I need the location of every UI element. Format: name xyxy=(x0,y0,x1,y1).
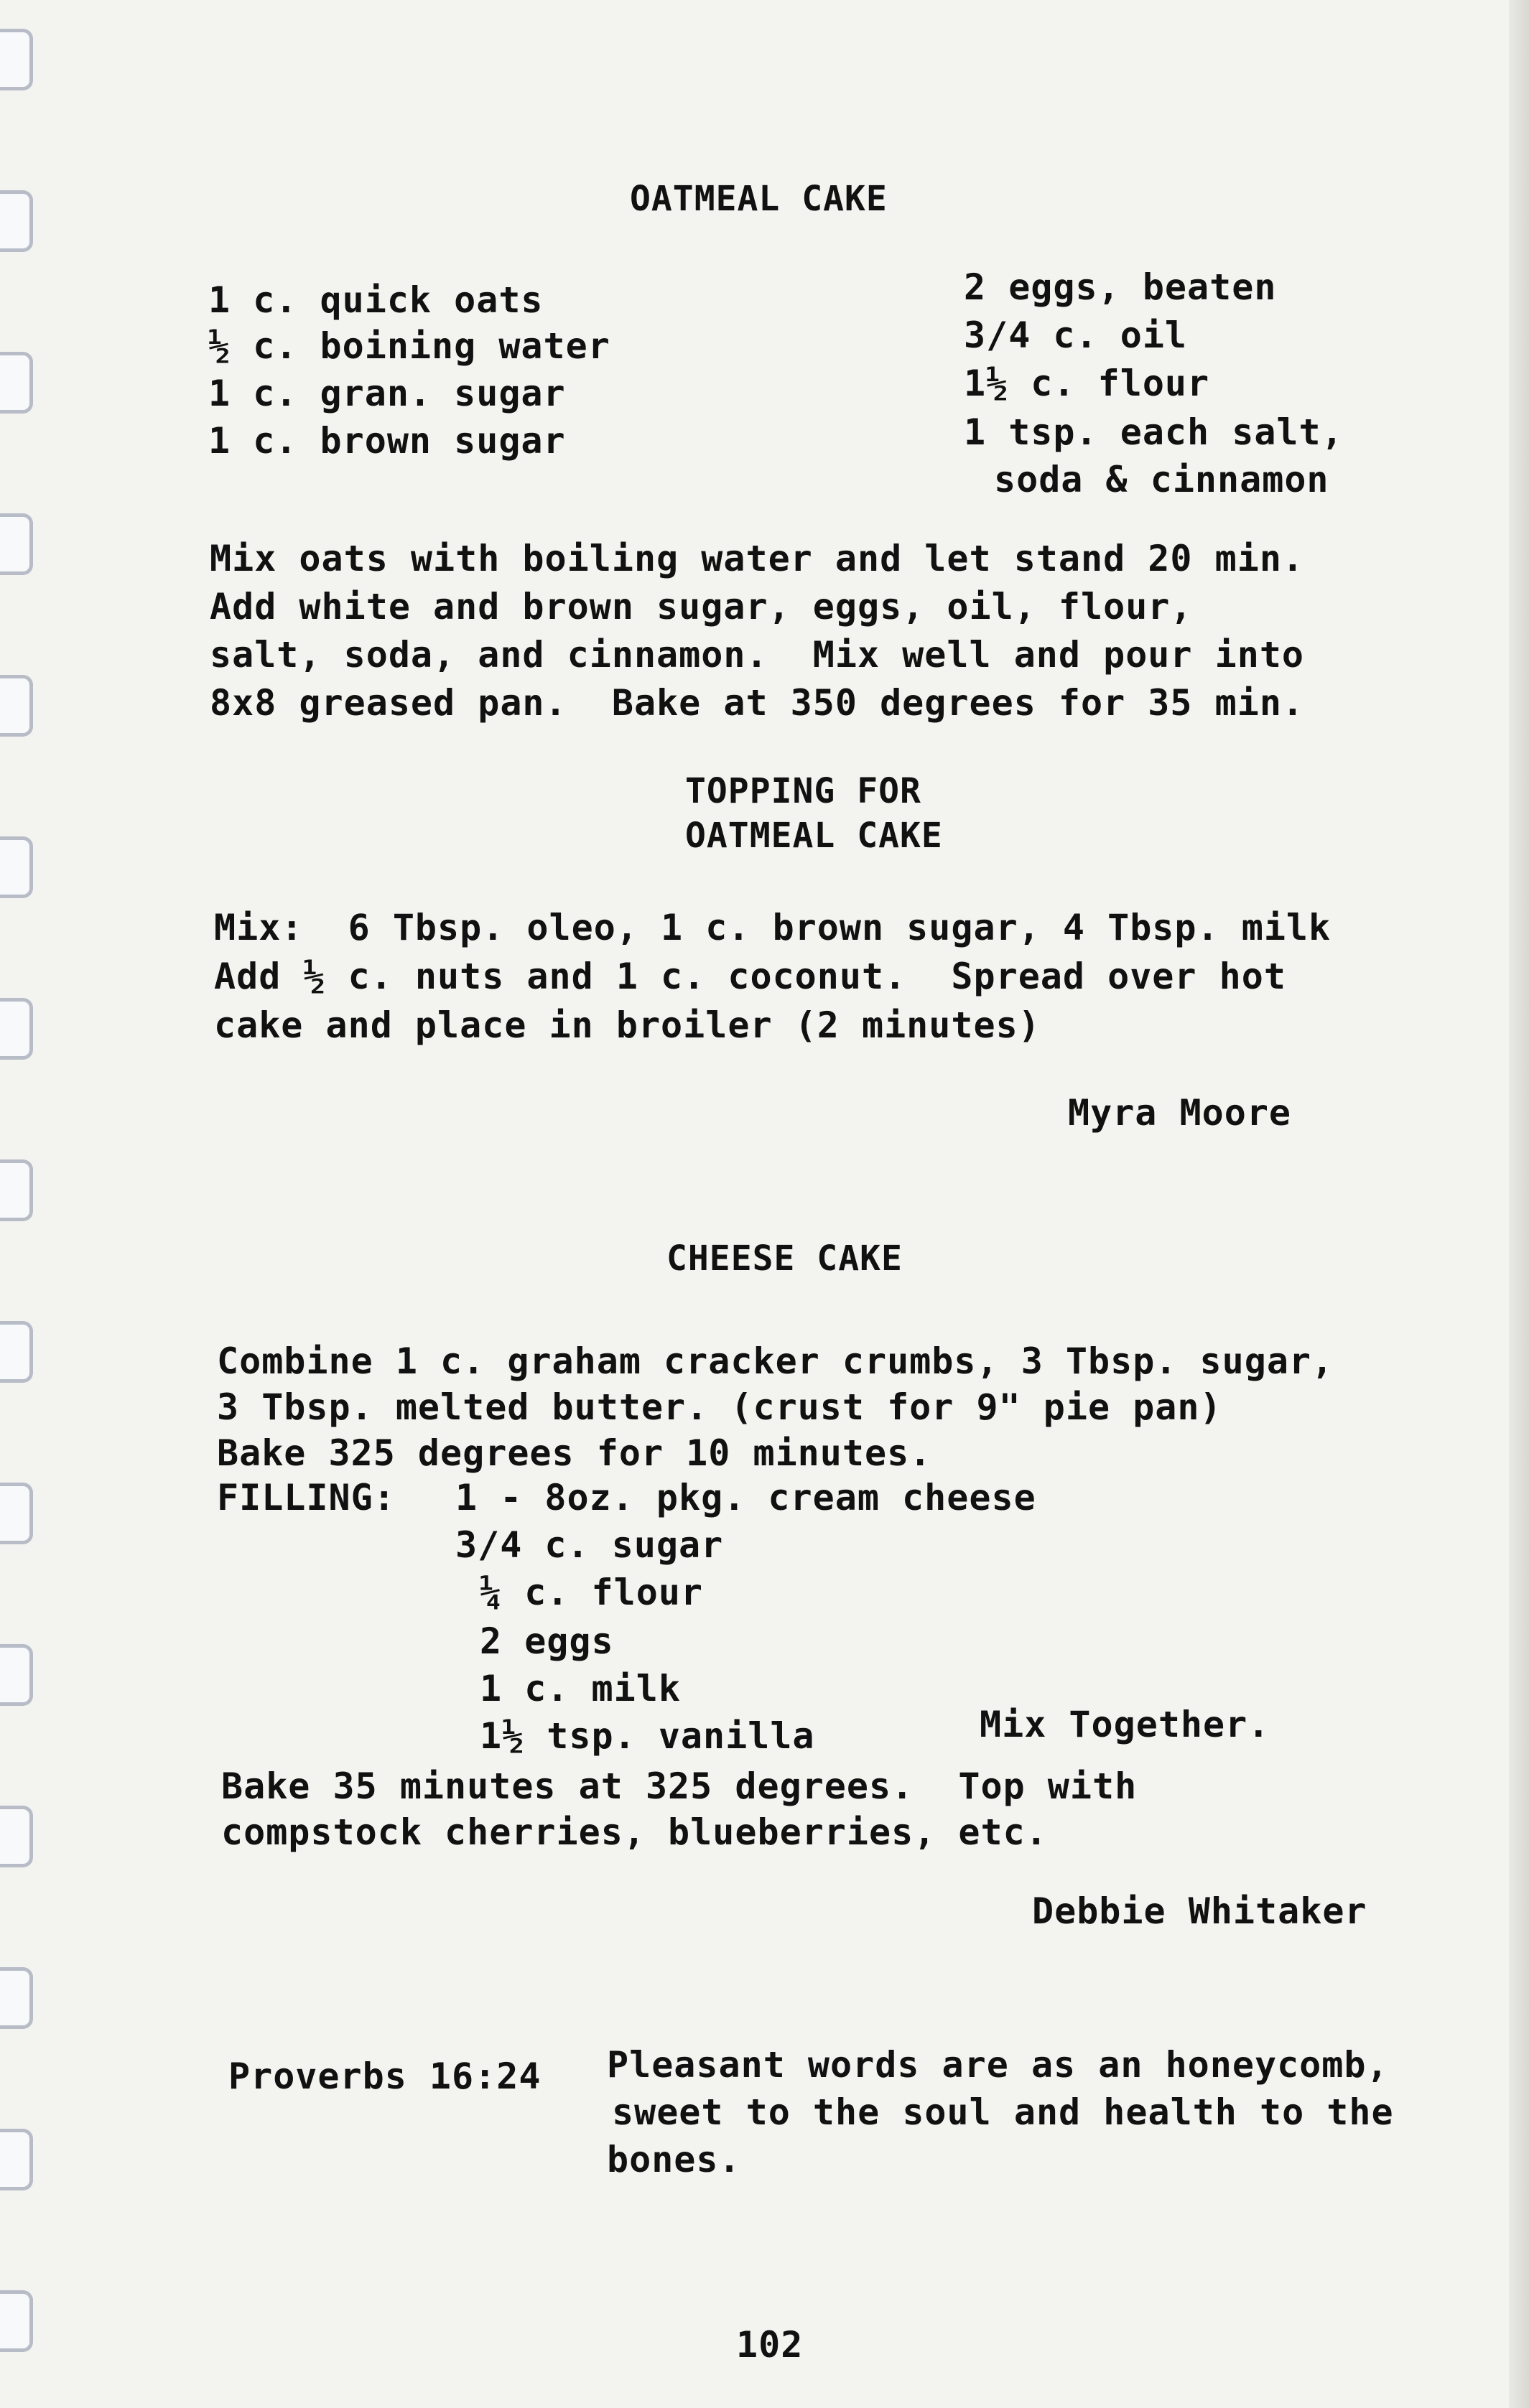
binding-ring xyxy=(0,513,33,575)
recipe-author: Myra Moore xyxy=(1068,1092,1292,1134)
binding-ring xyxy=(0,352,33,414)
quote-line: bones. xyxy=(607,2139,741,2180)
ingredient-item: 1 c. gran. sugar xyxy=(208,373,566,414)
ingredient-item: soda & cinnamon xyxy=(994,459,1329,500)
ingredient-item: 1 c. quick oats xyxy=(208,279,544,321)
binding-ring xyxy=(0,1967,33,2029)
ingredient-item: 1½ c. flour xyxy=(964,363,1210,404)
direction-line: Combine 1 c. graham cracker crumbs, 3 Tbsp. sugar, xyxy=(217,1340,1334,1382)
ingredient-item: ½ c. boining water xyxy=(208,325,610,367)
binding-ring xyxy=(0,1806,33,1867)
page-edge xyxy=(1509,0,1529,2408)
filling-item: 1½ tsp. vanilla xyxy=(480,1715,815,1757)
recipe-title: OATMEAL CAKE xyxy=(630,179,888,219)
filling-item: 3/4 c. sugar xyxy=(455,1524,724,1566)
direction-line: Add white and brown sugar, eggs, oil, flour, xyxy=(210,586,1193,627)
direction-line: 8x8 greased pan. Bake at 350 degrees for 35 min. xyxy=(210,682,1305,724)
binding-ring xyxy=(0,2290,33,2352)
filling-item: 1 - 8oz. pkg. cream cheese xyxy=(455,1477,1036,1518)
filling-item: ¼ c. flour xyxy=(480,1572,704,1613)
binding-ring xyxy=(0,1483,33,1544)
binding-ring xyxy=(0,2129,33,2190)
filling-note: Mix Together. xyxy=(980,1704,1270,1745)
ingredient-item: 1 tsp. each salt, xyxy=(964,411,1344,453)
filling-item: 1 c. milk xyxy=(480,1668,681,1709)
direction-line: 3 Tbsp. melted butter. (crust for 9" pie pan) xyxy=(217,1386,1222,1428)
spiral-binding xyxy=(0,0,50,2408)
binding-ring xyxy=(0,190,33,252)
direction-line: salt, soda, and cinnamon. Mix well and pour into xyxy=(210,634,1305,676)
recipe-author: Debbie Whitaker xyxy=(1032,1890,1367,1932)
binding-ring xyxy=(0,1159,33,1221)
direction-line: cake and place in broiler (2 minutes) xyxy=(214,1004,1041,1046)
binding-ring xyxy=(0,1644,33,1706)
binding-ring xyxy=(0,29,33,90)
direction-line: Mix: 6 Tbsp. oleo, 1 c. brown sugar, 4 Tbsp. milk xyxy=(214,907,1332,948)
quote-line: sweet to the soul and health to the xyxy=(612,2091,1394,2133)
ingredient-item: 1 c. brown sugar xyxy=(208,420,566,462)
binding-ring xyxy=(0,998,33,1060)
quote-reference: Proverbs 16:24 xyxy=(228,2055,542,2097)
binding-ring xyxy=(0,836,33,898)
direction-line: Mix oats with boiling water and let stand 20 min. xyxy=(210,538,1305,579)
direction-line: Bake 35 minutes at 325 degrees. Top with xyxy=(221,1765,1138,1807)
direction-line: compstock cherries, blueberries, etc. xyxy=(221,1811,1048,1853)
quote-line: Pleasant words are as an honeycomb, xyxy=(607,2044,1389,2086)
binding-ring xyxy=(0,675,33,737)
filling-item: 2 eggs xyxy=(480,1620,614,1662)
ingredient-item: 3/4 c. oil xyxy=(964,314,1188,356)
recipe-title: OATMEAL CAKE xyxy=(685,816,943,856)
page-number: 102 xyxy=(736,2324,804,2366)
binding-ring xyxy=(0,1321,33,1383)
recipe-title: CHEESE CAKE xyxy=(666,1238,903,1279)
direction-line: Bake 325 degrees for 10 minutes. xyxy=(217,1432,932,1474)
recipe-title: TOPPING FOR xyxy=(685,771,921,811)
filling-label: FILLING: xyxy=(217,1477,396,1518)
ingredient-item: 2 eggs, beaten xyxy=(964,266,1277,308)
direction-line: Add ½ c. nuts and 1 c. coconut. Spread over hot xyxy=(214,956,1286,997)
